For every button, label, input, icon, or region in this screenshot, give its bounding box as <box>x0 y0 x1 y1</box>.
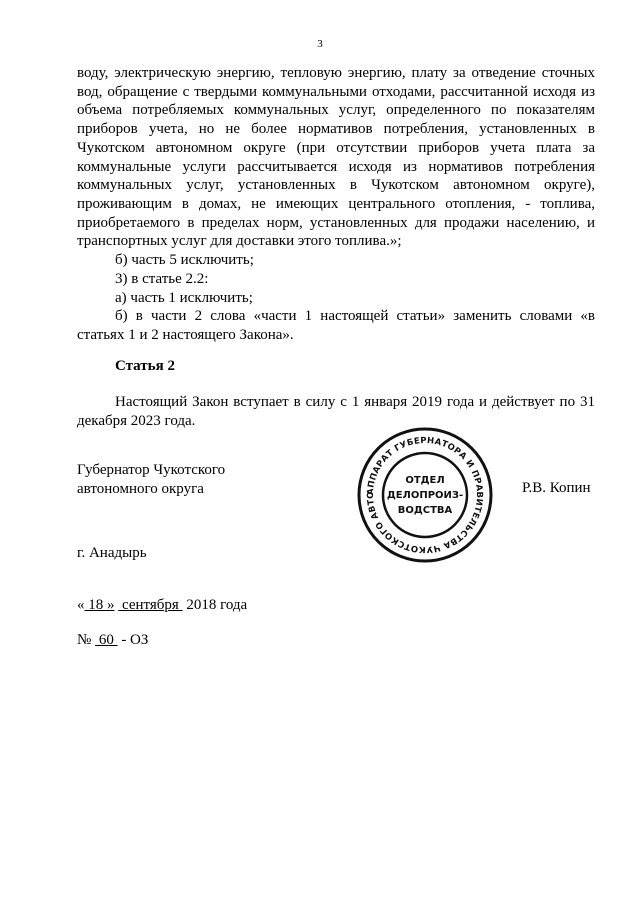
date-month: сентября <box>118 597 183 613</box>
law-number-value: 60 <box>95 632 118 648</box>
paragraph-item-a: а) часть 1 исключить; <box>115 289 253 306</box>
position-line-2: автономного округа <box>77 480 204 497</box>
law-number <box>77 632 148 649</box>
article-body-block <box>77 393 595 430</box>
position-line-1: Губернатор Чукотского <box>77 462 226 478</box>
article-heading: Статья 2 <box>115 358 175 374</box>
date-day: 18 <box>84 597 107 613</box>
paragraph-part5: б) часть 5 исключить; <box>115 252 254 269</box>
official-stamp <box>355 425 495 565</box>
law-number-prefix: № <box>77 632 96 648</box>
city: г. Анадырь <box>77 545 147 561</box>
signing-date <box>77 597 247 614</box>
paragraph-continuation: воду, электрическую энергию, тепловую энергию, плату за отведение сточных вод, обращение с твердыми коммунальными отходами, рассчитанной исходя из объема потребляемых коммунальных услуг, определенного по показателям приборов учета, но не более нормативов потребления, установленных в Чукотском автономном округе (при отсутствии приборов учета плата за коммунальные услуги рассчитывается исходя из нормативов потребления коммунальных услуг, установленных в Чукотском автономном округе), проживающим в домах, не имеющих центрального отопления, - топлива, приобретаемого в пределах норм, установленных для продажи населению, и транспортных услуг для доставки этого топлива.»; <box>77 65 595 250</box>
stamp-center-line-2: ДЕЛОПРОИЗ- <box>386 490 464 501</box>
page-number: 3 <box>317 38 323 50</box>
stamp-center-line-1: ОТДЕЛ <box>405 475 445 486</box>
signatory-position <box>77 461 225 498</box>
paragraph-item3: 3) в статье 2.2: <box>115 271 209 287</box>
article-2-2-amendments <box>77 270 595 345</box>
stamp-ring-text: АППАРАТ ГУБЕРНАТОРА И ПРАВИТЕЛЬСТВА ЧУКОТСКОГО АВТО <box>365 435 485 555</box>
article-heading-block <box>77 357 595 376</box>
law-number-suffix: - ОЗ <box>117 632 149 648</box>
paragraph-item-b: б) в части 2 слова «части 1 настоящей статьи» заменить словами «в статьях 1 и 2 настоящего Закона». <box>77 308 595 344</box>
article-2-text: Настоящий Закон вступает в силу с 1 января 2019 года и действует по 31 декабря 2023 года. <box>77 394 595 429</box>
stamp-center-line-3: ВОДСТВА <box>397 505 453 516</box>
date-open-quote: « <box>77 597 85 613</box>
date-close-quote: » <box>107 597 115 613</box>
date-year: 2018 года <box>182 597 248 613</box>
signatory-name: Р.В. Копин <box>522 480 591 496</box>
stamp-seal-icon <box>355 425 495 565</box>
continued-amendment-text <box>77 64 595 270</box>
